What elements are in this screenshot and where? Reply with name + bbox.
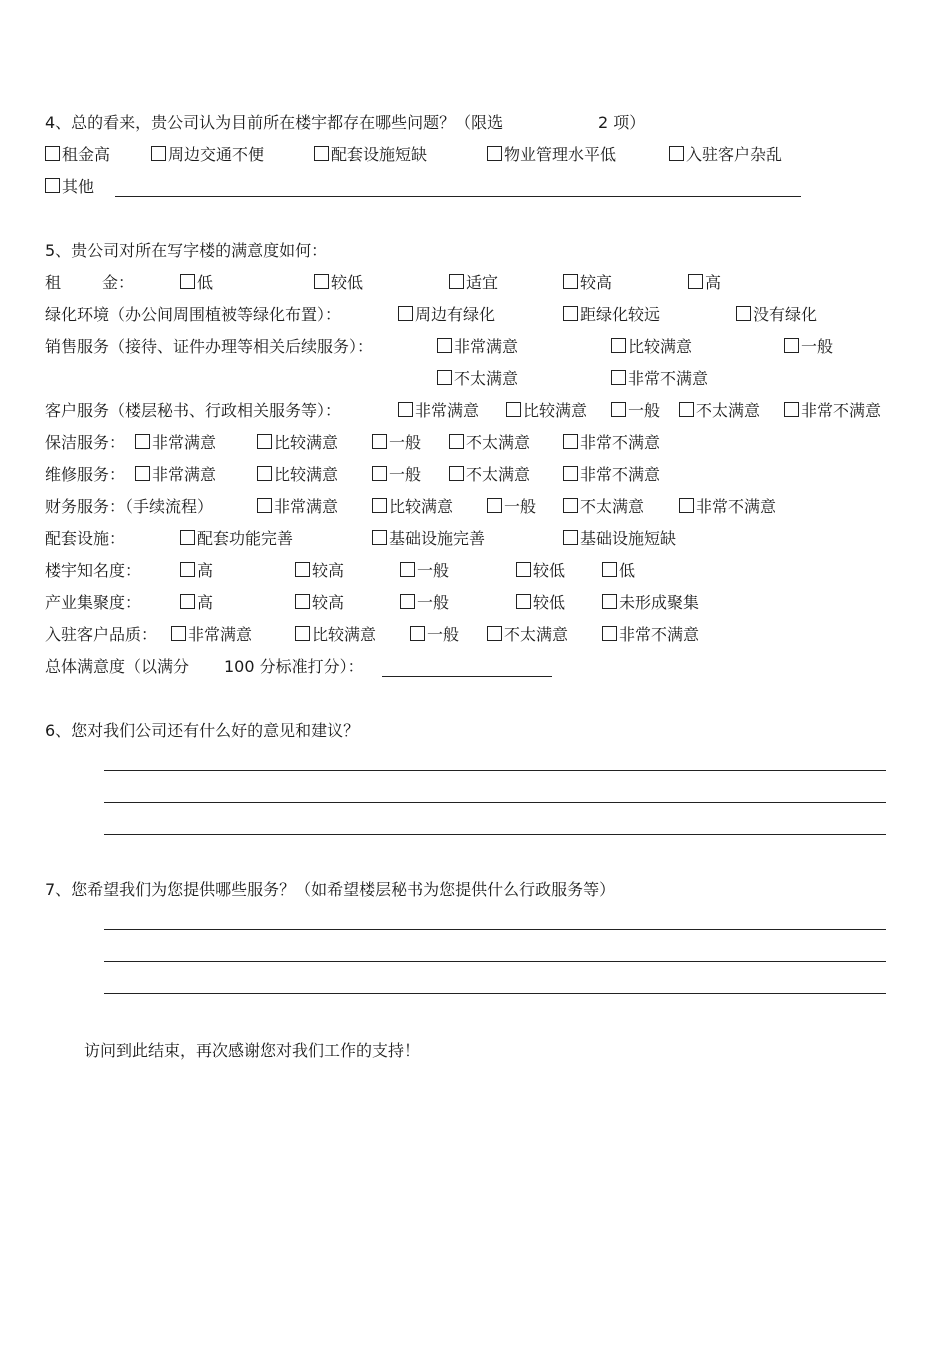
- q5-tenant-option-very-satisfied[interactable]: 非常满意: [171, 625, 252, 645]
- q5-sales-label: 销售服务（接待、证件办理等相关后续服务）：: [45, 337, 374, 356]
- q5-overall-label: 总体满意度（以满分: [45, 657, 190, 676]
- q5-rent-option-fair[interactable]: 适宜: [449, 273, 498, 293]
- q5-fame-option-average[interactable]: 一般: [400, 561, 449, 581]
- q5-sales-option-very-satisfied[interactable]: 非常满意: [437, 337, 518, 357]
- q5-facilities-option-complete-infrastructure[interactable]: 基础设施完善: [372, 529, 485, 549]
- q6-answer-line-3[interactable]: [104, 834, 886, 835]
- q5-tenant-label: 入驻客户品质：: [45, 625, 158, 644]
- q5-cleaning-option-very-satisfied[interactable]: 非常满意: [135, 433, 216, 453]
- q5-green-option-none[interactable]: 没有绿化: [736, 305, 817, 325]
- q5-fame-option-lower[interactable]: 较低: [516, 561, 565, 581]
- q4-limit-text: 2 项）: [598, 113, 646, 132]
- q5-finance-option-satisfied[interactable]: 比较满意: [372, 497, 453, 517]
- q7-answer-line-3[interactable]: [104, 993, 886, 994]
- q5-customer-option-unsatisfied[interactable]: 不太满意: [679, 401, 760, 421]
- q5-finance-option-very-satisfied[interactable]: 非常满意: [257, 497, 338, 517]
- q5-cluster-option-higher[interactable]: 较高: [295, 593, 344, 613]
- q5-tenant-option-neutral[interactable]: 一般: [410, 625, 459, 645]
- q4-option-mixed-tenants[interactable]: 入驻客户杂乱: [669, 145, 782, 165]
- q5-customer-option-very-satisfied[interactable]: 非常满意: [398, 401, 479, 421]
- q5-customer-option-satisfied[interactable]: 比较满意: [506, 401, 587, 421]
- q5-cleaning-label: 保洁服务：: [45, 433, 126, 452]
- q4-option-poor-transport[interactable]: 周边交通不便: [151, 145, 264, 165]
- q5-facilities-option-lacking-infrastructure[interactable]: 基础设施短缺: [563, 529, 676, 549]
- q5-green-option-nearby[interactable]: 周边有绿化: [398, 305, 495, 325]
- q5-sales-option-unsatisfied[interactable]: 不太满意: [437, 369, 518, 389]
- q6-answer-line-2[interactable]: [104, 802, 886, 803]
- q5-cleaning-option-satisfied[interactable]: 比较满意: [257, 433, 338, 453]
- q5-rent-label-b: 金：: [102, 273, 135, 292]
- q5-repair-option-neutral[interactable]: 一般: [372, 465, 421, 485]
- q5-fame-option-high[interactable]: 高: [180, 561, 213, 581]
- q5-green-label: 绿化环境（办公间周围植被等绿化布置）：: [45, 305, 342, 324]
- q5-cleaning-option-unsatisfied[interactable]: 不太满意: [449, 433, 530, 453]
- q5-tenant-option-unsatisfied[interactable]: 不太满意: [487, 625, 568, 645]
- q5-overall-score-input-line[interactable]: [382, 676, 552, 677]
- closing-text: 访问到此结束，再次感谢您对我们工作的支持！: [84, 1041, 421, 1060]
- q5-fame-option-low[interactable]: 低: [602, 561, 635, 581]
- q5-repair-label: 维修服务：: [45, 465, 126, 484]
- q5-customer-option-neutral[interactable]: 一般: [611, 401, 660, 421]
- q5-sales-option-satisfied[interactable]: 比较满意: [611, 337, 692, 357]
- q7-answer-line-1[interactable]: [104, 929, 886, 930]
- q5-green-option-far[interactable]: 距绿化较远: [563, 305, 660, 325]
- q4-option-other[interactable]: 其他: [45, 177, 94, 197]
- q5-cluster-option-lower[interactable]: 较低: [516, 593, 565, 613]
- q5-overall-score-label: 100 分标准打分）：: [224, 657, 364, 676]
- q4-option-low-management[interactable]: 物业管理水平低: [487, 145, 616, 165]
- q5-rent-option-higher[interactable]: 较高: [563, 273, 612, 293]
- q5-repair-option-very-unsatisfied[interactable]: 非常不满意: [563, 465, 660, 485]
- q5-rent-label-a: 租: [45, 273, 62, 292]
- q5-facilities-label: 配套设施：: [45, 529, 126, 548]
- q5-tenant-option-very-unsatisfied[interactable]: 非常不满意: [602, 625, 699, 645]
- q5-facilities-option-complete-functions[interactable]: 配套功能完善: [180, 529, 293, 549]
- q5-repair-option-unsatisfied[interactable]: 不太满意: [449, 465, 530, 485]
- q5-cluster-option-average[interactable]: 一般: [400, 593, 449, 613]
- q6-answer-line-1[interactable]: [104, 770, 886, 771]
- q5-tenant-option-satisfied[interactable]: 比较满意: [295, 625, 376, 645]
- q4-option-rent-high[interactable]: 租金高: [45, 145, 110, 165]
- q5-rent-option-high[interactable]: 高: [688, 273, 721, 293]
- q5-cluster-option-high[interactable]: 高: [180, 593, 213, 613]
- q5-rent-option-low[interactable]: 低: [180, 273, 213, 293]
- q5-question-text: 5、贵公司对所在写字楼的满意度如何：: [45, 241, 328, 260]
- q5-finance-option-unsatisfied[interactable]: 不太满意: [563, 497, 644, 517]
- q5-cleaning-option-very-unsatisfied[interactable]: 非常不满意: [563, 433, 660, 453]
- q5-customer-label: 客户服务（楼层秘书、行政相关服务等）：: [45, 401, 342, 420]
- q4-option-lack-facilities[interactable]: 配套设施短缺: [314, 145, 427, 165]
- q5-fame-label: 楼宇知名度：: [45, 561, 142, 580]
- q5-sales-option-very-unsatisfied[interactable]: 非常不满意: [611, 369, 708, 389]
- q6-question-text: 6、您对我们公司还有什么好的意见和建议？: [45, 721, 360, 740]
- q5-cluster-label: 产业集聚度：: [45, 593, 142, 612]
- q5-finance-label: 财务服务：（手续流程）: [45, 497, 214, 516]
- q5-repair-option-very-satisfied[interactable]: 非常满意: [135, 465, 216, 485]
- q5-cluster-option-not-formed[interactable]: 未形成聚集: [602, 593, 699, 613]
- q5-cleaning-option-neutral[interactable]: 一般: [372, 433, 421, 453]
- q5-repair-option-satisfied[interactable]: 比较满意: [257, 465, 338, 485]
- q5-finance-option-very-unsatisfied[interactable]: 非常不满意: [679, 497, 776, 517]
- q7-answer-line-2[interactable]: [104, 961, 886, 962]
- q5-sales-option-neutral[interactable]: 一般: [784, 337, 833, 357]
- q4-other-input-line[interactable]: [115, 196, 801, 197]
- q4-question-text: 4、总的看来，贵公司认为目前所在楼宇都存在哪些问题？（限选: [45, 113, 504, 132]
- q5-finance-option-neutral[interactable]: 一般: [487, 497, 536, 517]
- q5-fame-option-higher[interactable]: 较高: [295, 561, 344, 581]
- q7-question-text: 7、您希望我们为您提供哪些服务？（如希望楼层秘书为您提供什么行政服务等）: [45, 880, 616, 899]
- q5-customer-option-very-unsatisfied[interactable]: 非常不满意: [784, 401, 881, 421]
- q5-rent-option-lower[interactable]: 较低: [314, 273, 363, 293]
